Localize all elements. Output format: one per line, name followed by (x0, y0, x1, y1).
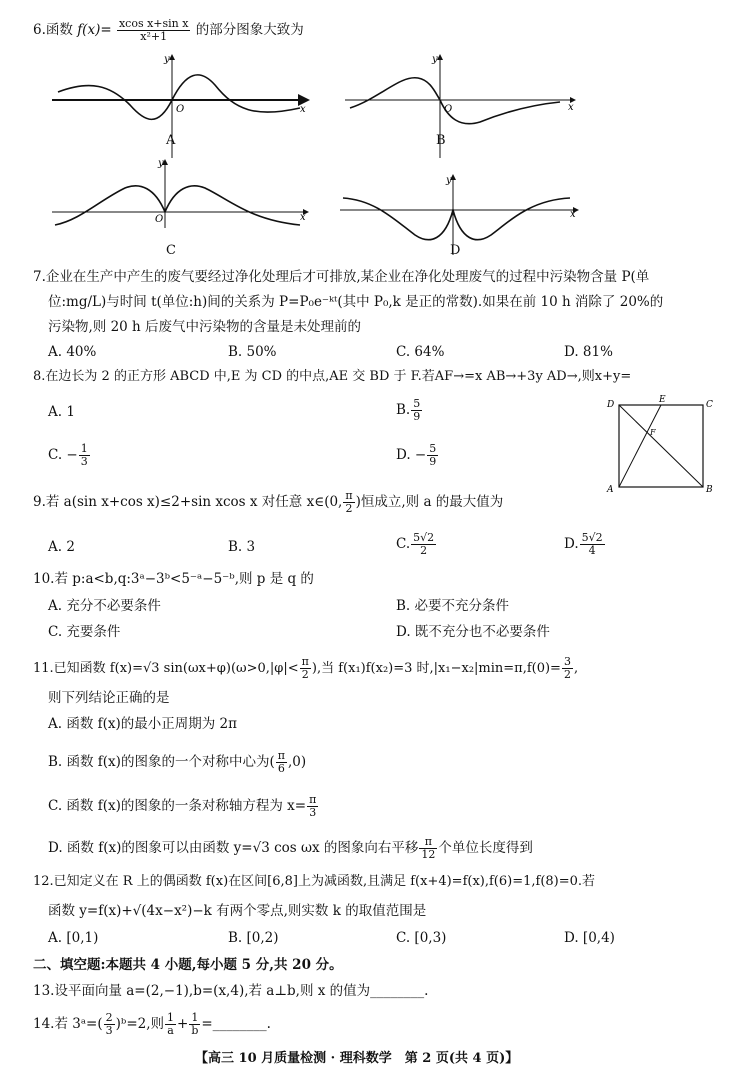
q10-option-b[interactable]: B. 必要不充分条件 (396, 598, 510, 614)
q8-stem: 8.在边长为 2 的正方形 ABCD 中,E 为 CD 的中点,AE 交 BD 于 F.若AF→=x AB→+3y AD→,则x+y= (33, 369, 632, 384)
svg-text:E: E (659, 395, 666, 405)
q7-line3: 污染物,则 20 h 后废气中污染物的含量是未处理前的 (48, 319, 362, 335)
q12-option-c[interactable]: C. [0,3) (396, 930, 447, 946)
section-heading: 二、填空题:本题共 4 小题,每小题 5 分,共 20 分。 (33, 957, 343, 973)
svg-text:x: x (300, 212, 306, 223)
q10-option-c[interactable]: C. 充要条件 (48, 624, 121, 640)
q6-graphs (0, 50, 739, 265)
q12-option-a[interactable]: A. [0,1) (48, 930, 99, 946)
svg-text:D: D (607, 400, 615, 410)
q11-option-c[interactable]: C. 函数 f(x)的图象的一条对称轴方程为 x= $\frac{\pi}{3}$ (48, 793, 317, 819)
q10-stem: 10.若 p:a<b,q:3ᵃ−3ᵇ<5⁻ᵃ−5⁻ᵇ,则 p 是 q 的 (33, 571, 314, 587)
q11-line2: 则下列结论正确的是 (48, 690, 170, 706)
q8-option-c[interactable]: C. − $\frac{1}{3}$ (48, 442, 88, 468)
q12-option-b[interactable]: B. [0,2) (228, 930, 279, 946)
graph-c (52, 158, 308, 228)
svg-text:x: x (568, 102, 574, 113)
q6-fraction: $\frac{\text{xcos x+sin x}}{\text{x²+1}}$ (118, 17, 189, 43)
q7-option-d[interactable]: D. 81% (564, 344, 613, 360)
q12-line1: 12.已知定义在 R 上的偶函数 f(x)在区间[6,8]上为减函数,且满足 f(x+4)=f(x),f(6)=1,f(8)=0.若 (33, 874, 596, 889)
q9-option-d[interactable]: D. $\frac{5√2}{4}$ (564, 531, 603, 557)
svg-text:y: y (164, 54, 170, 65)
q7-option-a[interactable]: A. 40% (48, 344, 97, 360)
svg-text:B: B (706, 485, 713, 495)
q6-stem: 6.函数 f(x)= $\frac{\text{xcos x+sin x}}{\text{x²+1}}$ 的部分图象大致为 (33, 17, 304, 43)
svg-text:C: C (706, 400, 713, 410)
q9-option-a[interactable]: A. 2 (48, 539, 75, 555)
graph-b (345, 54, 575, 158)
q7-option-c[interactable]: C. 64% (396, 344, 445, 360)
q7-line2: 位:mg/L)与时间 t(单位:h)间的关系为 P=P₀e⁻ᵏᵗ(其中 P₀,k 是正的常数).如果在前 10 h 消除了 20%的 (48, 294, 664, 310)
q7-line1: 7.企业在生产中产生的废气要经过净化处理后才可排放,某企业在净化处理废气的过程中污染物含量 P(单 (33, 269, 650, 285)
svg-text:x: x (570, 209, 576, 220)
q10-option-a[interactable]: A. 充分不必要条件 (48, 598, 161, 614)
svg-text:y: y (432, 54, 438, 65)
q11-stem: 11.已知函数 f(x)=√3 sin(ωx+φ)(ω>0,|φ|< $\frac{\pi}{2}$ ),当 f(x₁)f(x₂)=3 时,|x₁−x₂|min=π,f(0)= $\frac{3}{2}$ , (33, 655, 579, 681)
q7-option-b[interactable]: B. 50% (228, 344, 277, 360)
page-footer: 【高三 10 月质量检测 · 理科数学 第 2 页(共 4 页)】 (195, 1051, 519, 1066)
q9-stem: 9.若 a(sin x+cos x)≤2+sin xcos x 对任意 x∈(0, $\frac{\pi}{2}$ )恒成立,则 a 的最大值为 (33, 489, 504, 515)
q8-option-a[interactable]: A. 1 (48, 404, 75, 420)
svg-text:x: x (300, 104, 306, 115)
svg-text:y: y (446, 175, 452, 186)
svg-text:F: F (650, 428, 656, 437)
svg-text:O: O (176, 104, 185, 115)
svg-text:O: O (155, 214, 164, 225)
q8-option-d[interactable]: D. − $\frac{5}{9}$ (396, 442, 437, 468)
graph-c-label: C (166, 243, 176, 258)
svg-text:y: y (158, 158, 164, 169)
q12-option-d[interactable]: D. [0,4) (564, 930, 615, 946)
graph-a-label: A (166, 133, 176, 148)
q13-stem: 13.设平面向量 a=(2,−1),b=(x,4),若 a⊥b,则 x 的值为________. (33, 983, 429, 999)
q11-option-a[interactable]: A. 函数 f(x)的最小正周期为 2π (48, 716, 238, 732)
q11-option-d[interactable]: D. 函数 f(x)的图象可以由函数 y=√3 cos ωx 的图象向右平移 $\frac{\pi}{12}$ 个单位长度得到 (48, 835, 533, 861)
graph-b-label: B (436, 133, 446, 148)
q9-option-b[interactable]: B. 3 (228, 539, 256, 555)
q8-square-figure (605, 395, 725, 495)
q12-line2: 函数 y=f(x)+√(4x−x²)−k 有两个零点,则实数 k 的取值范围是 (48, 903, 427, 919)
q11-option-b[interactable]: B. 函数 f(x)的图象的一个对称中心为( $\frac{\pi}{6}$ ,0) (48, 749, 307, 775)
q14-stem: 14.若 3ᵃ=( $\frac{2}{3}$ )ᵇ=2,则 $\frac{1}{a}$ + $\frac{1}{b}$ =________. (33, 1011, 271, 1037)
q9-option-c[interactable]: C. $\frac{5√2}{2}$ (396, 531, 435, 557)
svg-text:O: O (444, 104, 453, 115)
q10-option-d[interactable]: D. 既不充分也不必要条件 (396, 624, 550, 640)
graph-d-label: D (450, 243, 461, 258)
graph-a (52, 54, 308, 158)
svg-text:A: A (607, 485, 614, 495)
q8-option-b[interactable]: B. $\frac{5}{9}$ (396, 397, 421, 423)
